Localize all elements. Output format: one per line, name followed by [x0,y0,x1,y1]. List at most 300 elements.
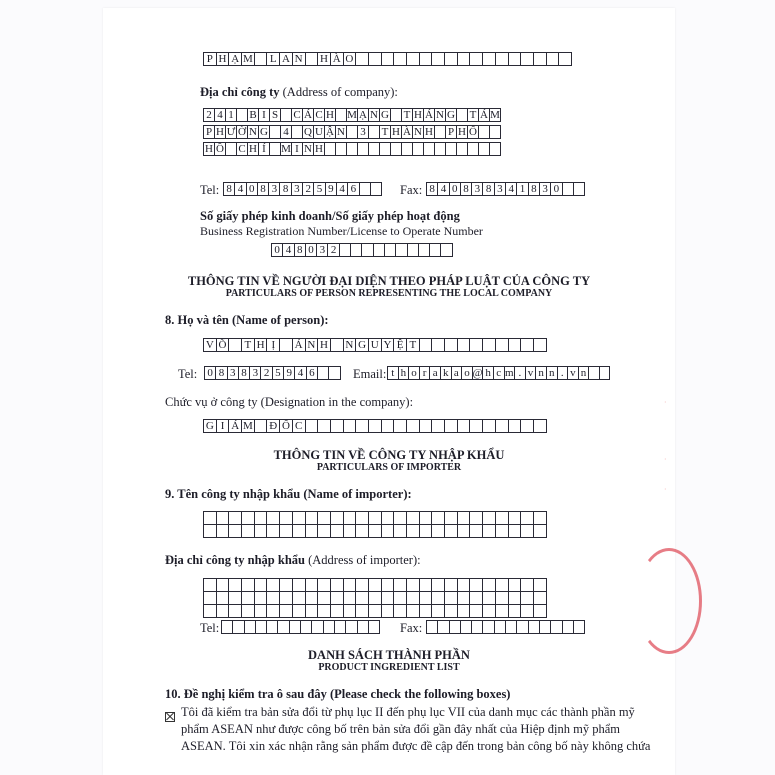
char-box[interactable] [393,604,407,618]
char-box[interactable] [419,578,433,592]
char-box[interactable] [370,182,382,196]
char-box[interactable] [317,419,331,433]
char-box[interactable]: 4 [280,125,292,139]
char-box[interactable] [216,591,230,605]
char-box[interactable] [469,338,483,352]
char-box[interactable]: 4 [437,182,449,196]
char-box[interactable] [533,578,547,592]
char-box[interactable] [520,578,534,592]
char-box[interactable]: t [387,366,399,380]
char-box[interactable]: N [335,125,347,139]
char-box[interactable]: Á [228,419,242,433]
char-box[interactable] [228,338,242,352]
char-box[interactable] [495,52,509,66]
char-box[interactable]: 8 [279,182,291,196]
char-box[interactable] [279,524,293,538]
char-box[interactable]: M [243,52,253,65]
char-box[interactable]: P [203,125,215,139]
char-box[interactable] [279,578,293,592]
char-box[interactable] [254,419,268,433]
char-box[interactable]: H [324,108,336,122]
char-box[interactable] [305,511,319,525]
char-box[interactable]: Y [381,338,395,352]
char-box[interactable]: n [546,366,558,380]
char-box[interactable]: P [445,125,457,139]
char-box[interactable] [482,578,496,592]
char-box[interactable] [393,52,407,66]
char-box[interactable]: 2 [327,243,339,257]
char-box[interactable]: 3 [249,366,261,380]
char-box[interactable] [305,419,319,433]
char-box[interactable] [469,52,483,66]
char-box[interactable] [508,338,522,352]
person-tel-boxes[interactable] [204,366,341,380]
char-box[interactable] [520,524,534,538]
char-box[interactable]: H [203,142,215,156]
char-box[interactable] [533,52,547,66]
char-box[interactable] [520,591,534,605]
char-box[interactable]: C [313,108,325,122]
char-box[interactable]: H [456,125,468,139]
char-box[interactable]: Ố [467,125,479,139]
char-box[interactable] [406,52,420,66]
char-box[interactable] [573,620,585,634]
char-box[interactable] [228,591,242,605]
char-box[interactable] [533,419,547,433]
char-box[interactable] [469,419,483,433]
char-box[interactable]: Ư [226,125,236,138]
char-box[interactable] [330,604,344,618]
char-box[interactable] [216,604,230,618]
char-box[interactable]: m [505,366,514,379]
char-box[interactable]: Ậ [324,125,336,139]
char-box[interactable] [457,604,471,618]
char-box[interactable]: Ệ [393,338,407,352]
char-box[interactable]: H [214,125,226,139]
char-box[interactable]: 3 [268,182,280,196]
char-box[interactable] [266,578,280,592]
char-box[interactable]: a [451,366,463,380]
char-box[interactable] [254,604,268,618]
char-box[interactable] [343,578,357,592]
char-box[interactable]: 1 [516,182,528,196]
char-box[interactable] [508,511,522,525]
char-box[interactable]: G [445,108,457,122]
char-box[interactable] [419,511,433,525]
char-box[interactable]: V [203,338,217,352]
char-box[interactable] [228,604,242,618]
char-box[interactable]: 2 [260,366,272,380]
char-box[interactable] [406,511,420,525]
char-box[interactable] [241,578,255,592]
char-box[interactable]: . [557,366,569,380]
char-box[interactable] [228,578,242,592]
char-box[interactable] [482,419,496,433]
char-box[interactable] [216,524,230,538]
char-box[interactable] [431,419,445,433]
char-box[interactable] [406,419,420,433]
char-box[interactable]: H [216,52,230,66]
char-box[interactable] [406,578,420,592]
char-box[interactable]: n [535,366,547,380]
char-box[interactable]: N [247,125,259,139]
char-box[interactable] [330,511,344,525]
char-box[interactable]: M [347,108,357,121]
char-box[interactable]: T [401,108,413,122]
char-box[interactable] [381,511,395,525]
person-email-boxes[interactable] [387,366,610,380]
char-box[interactable]: 3 [316,243,328,257]
company-name-boxes[interactable] [203,52,572,66]
char-box[interactable]: 9 [325,182,337,196]
char-box[interactable]: 3 [227,366,239,380]
char-box[interactable]: h [482,366,494,380]
char-box[interactable] [393,524,407,538]
char-box[interactable]: U [368,338,382,352]
char-box[interactable] [328,366,340,380]
char-box[interactable]: Á [302,108,314,122]
char-box[interactable] [444,52,458,66]
char-box[interactable] [573,182,585,196]
char-box[interactable] [431,52,445,66]
char-box[interactable] [305,591,319,605]
char-box[interactable] [292,578,306,592]
char-box[interactable] [482,338,496,352]
char-box[interactable] [533,338,547,352]
char-box[interactable] [444,604,458,618]
char-box[interactable] [317,524,331,538]
char-box[interactable] [444,578,458,592]
char-box[interactable] [533,524,547,538]
company-fax-boxes[interactable] [426,182,585,196]
char-box[interactable]: H [390,125,402,139]
char-box[interactable]: Ạ [228,52,242,66]
char-box[interactable] [368,52,382,66]
char-box[interactable] [355,419,369,433]
char-box[interactable] [381,52,395,66]
char-box[interactable]: 0 [271,243,283,257]
char-box[interactable]: Q [302,125,314,139]
char-box[interactable] [457,578,471,592]
char-box[interactable]: 6 [306,366,318,380]
address-row-2[interactable] [203,125,501,139]
char-box[interactable]: M [243,419,253,432]
char-box[interactable] [431,591,445,605]
char-box[interactable] [457,52,471,66]
char-box[interactable]: I [291,142,303,156]
char-box[interactable]: N [305,338,319,352]
importer-tel-boxes[interactable] [221,620,380,634]
char-box[interactable] [241,591,255,605]
char-box[interactable] [343,511,357,525]
char-box[interactable]: Õ [216,338,230,352]
company-tel-boxes[interactable] [223,182,382,196]
char-box[interactable] [330,578,344,592]
char-box[interactable]: M [490,108,500,121]
char-box[interactable]: 4 [214,108,226,122]
char-box[interactable] [216,578,230,592]
char-box[interactable] [279,511,293,525]
char-box[interactable] [266,591,280,605]
char-box[interactable]: v [525,366,537,380]
char-box[interactable] [381,591,395,605]
char-box[interactable] [279,338,293,352]
char-box[interactable] [444,419,458,433]
char-box[interactable]: a [429,366,441,380]
char-box[interactable]: n [578,366,590,380]
char-box[interactable] [599,366,611,380]
char-box[interactable] [419,52,433,66]
char-box[interactable] [292,604,306,618]
char-box[interactable]: 4 [282,243,294,257]
char-box[interactable]: 4 [294,366,306,380]
char-box[interactable] [355,578,369,592]
char-box[interactable] [457,511,471,525]
char-box[interactable]: 3 [291,182,303,196]
char-box[interactable] [419,591,433,605]
char-box[interactable] [457,338,471,352]
char-box[interactable]: H [247,142,259,156]
char-box[interactable]: 9 [283,366,295,380]
char-box[interactable]: 8 [223,182,235,196]
char-box[interactable]: 2 [302,182,314,196]
char-box[interactable] [393,591,407,605]
char-box[interactable] [292,524,306,538]
char-box[interactable] [305,578,319,592]
char-box[interactable] [254,578,268,592]
char-box[interactable]: Á [423,108,435,122]
char-box[interactable]: G [258,125,270,139]
char-box[interactable] [355,604,369,618]
char-box[interactable] [317,511,331,525]
char-box[interactable]: h [398,366,410,380]
char-box[interactable]: 3 [494,182,506,196]
char-box[interactable] [241,524,255,538]
char-box[interactable] [419,604,433,618]
char-box[interactable] [444,524,458,538]
char-box[interactable]: 3 [471,182,483,196]
char-box[interactable] [266,604,280,618]
char-box[interactable]: C [292,419,306,433]
char-box[interactable]: H [423,125,435,139]
char-box[interactable]: 5 [272,366,284,380]
char-box[interactable]: T [406,338,420,352]
char-box[interactable] [558,52,572,66]
char-box[interactable]: L [266,52,280,66]
char-box[interactable] [317,578,331,592]
char-box[interactable] [482,524,496,538]
char-box[interactable] [228,524,242,538]
char-box[interactable] [520,511,534,525]
char-box[interactable] [482,591,496,605]
importer-fax-boxes[interactable] [426,620,585,634]
importer-address-row-3[interactable] [203,604,547,618]
char-box[interactable] [355,591,369,605]
char-box[interactable] [508,578,522,592]
char-box[interactable] [254,591,268,605]
char-box[interactable]: o [461,366,473,380]
char-box[interactable] [495,578,509,592]
char-box[interactable]: M [281,142,291,155]
char-box[interactable]: 2 [203,108,215,122]
char-box[interactable] [406,524,420,538]
char-box[interactable] [203,578,217,592]
char-box[interactable] [330,524,344,538]
char-box[interactable]: 8 [528,182,540,196]
char-box[interactable] [203,511,217,525]
importer-name-row-2[interactable] [203,524,547,538]
char-box[interactable]: k [440,366,452,380]
char-box[interactable]: G [203,419,217,433]
char-box[interactable] [431,604,445,618]
char-box[interactable]: N [343,338,357,352]
char-box[interactable]: Ồ [214,142,226,156]
char-box[interactable]: I [258,108,270,122]
char-box[interactable] [489,125,501,139]
char-box[interactable] [431,524,445,538]
declaration-checkbox[interactable] [165,712,175,722]
char-box[interactable]: 4 [336,182,348,196]
char-box[interactable]: 8 [460,182,472,196]
char-box[interactable]: 0 [305,243,317,257]
char-box[interactable] [343,591,357,605]
char-box[interactable] [489,142,501,156]
char-box[interactable]: G [379,108,391,122]
char-box[interactable] [508,419,522,433]
char-box[interactable] [469,578,483,592]
char-box[interactable] [520,338,534,352]
char-box[interactable] [419,419,433,433]
char-box[interactable]: À [330,52,344,66]
char-box[interactable] [469,604,483,618]
char-box[interactable]: 4 [505,182,517,196]
char-box[interactable] [393,419,407,433]
char-box[interactable] [203,591,217,605]
char-box[interactable]: @ [472,366,483,379]
char-box[interactable] [431,338,445,352]
char-box[interactable]: Á [292,338,306,352]
char-box[interactable]: N [412,125,424,139]
importer-address-row-2[interactable] [203,591,547,605]
char-box[interactable] [482,52,496,66]
char-box[interactable]: H [412,108,424,122]
char-box[interactable]: Í [258,142,270,156]
char-box[interactable]: G [355,338,369,352]
char-box[interactable]: N [292,52,306,66]
char-box[interactable]: N [302,142,314,156]
char-box[interactable] [216,511,230,525]
char-box[interactable] [279,604,293,618]
char-box[interactable] [406,591,420,605]
char-box[interactable] [266,511,280,525]
char-box[interactable] [343,524,357,538]
char-box[interactable] [381,604,395,618]
char-box[interactable] [533,511,547,525]
designation-boxes[interactable] [203,419,547,433]
char-box[interactable]: Ờ [236,125,248,139]
char-box[interactable] [203,604,217,618]
char-box[interactable]: 8 [238,366,250,380]
char-box[interactable]: 5 [313,182,325,196]
char-box[interactable]: Á [478,108,490,122]
char-box[interactable]: Đ [266,419,280,433]
char-box[interactable] [317,591,331,605]
char-box[interactable] [343,419,357,433]
char-box[interactable] [343,604,357,618]
char-box[interactable] [355,524,369,538]
char-box[interactable] [482,604,496,618]
char-box[interactable] [457,419,471,433]
char-box[interactable] [368,419,382,433]
person-name-boxes[interactable] [203,338,547,352]
char-box[interactable]: P [203,52,217,66]
license-boxes[interactable] [271,243,453,257]
char-box[interactable]: 8 [257,182,269,196]
char-box[interactable]: 6 [347,182,359,196]
char-box[interactable] [368,578,382,592]
char-box[interactable] [368,604,382,618]
char-box[interactable] [533,604,547,618]
char-box[interactable] [546,52,560,66]
char-box[interactable] [495,591,509,605]
char-box[interactable]: . [514,366,526,380]
char-box[interactable]: H [313,142,325,156]
char-box[interactable]: T [379,125,391,139]
char-box[interactable]: N [434,108,446,122]
char-box[interactable] [355,52,369,66]
char-box[interactable]: H [317,338,331,352]
char-box[interactable] [292,591,306,605]
char-box[interactable] [254,511,268,525]
char-box[interactable] [457,591,471,605]
char-box[interactable] [368,591,382,605]
char-box[interactable]: Ạ [357,108,369,122]
char-box[interactable]: 0 [550,182,562,196]
char-box[interactable] [419,524,433,538]
char-box[interactable] [368,620,380,634]
char-box[interactable] [241,604,255,618]
importer-address-row-1[interactable] [203,578,547,592]
char-box[interactable] [254,524,268,538]
char-box[interactable] [254,52,268,66]
char-box[interactable]: 8 [426,182,438,196]
char-box[interactable] [317,604,331,618]
char-box[interactable] [279,591,293,605]
char-box[interactable]: v [567,366,579,380]
address-row-3[interactable] [203,142,501,156]
char-box[interactable] [381,578,395,592]
char-box[interactable]: 4 [234,182,246,196]
char-box[interactable] [520,604,534,618]
char-box[interactable]: C [236,142,248,156]
char-box[interactable] [266,524,280,538]
char-box[interactable]: À [401,125,413,139]
char-box[interactable]: U [313,125,325,139]
char-box[interactable] [305,524,319,538]
char-box[interactable]: T [467,108,479,122]
char-box[interactable] [440,243,452,257]
char-box[interactable] [495,511,509,525]
char-box[interactable]: 1 [225,108,237,122]
char-box[interactable]: C [291,108,303,122]
char-box[interactable] [368,511,382,525]
char-box[interactable] [520,52,534,66]
char-box[interactable] [469,524,483,538]
char-box[interactable] [444,338,458,352]
char-box[interactable]: 0 [204,366,216,380]
char-box[interactable] [393,511,407,525]
char-box[interactable] [457,524,471,538]
